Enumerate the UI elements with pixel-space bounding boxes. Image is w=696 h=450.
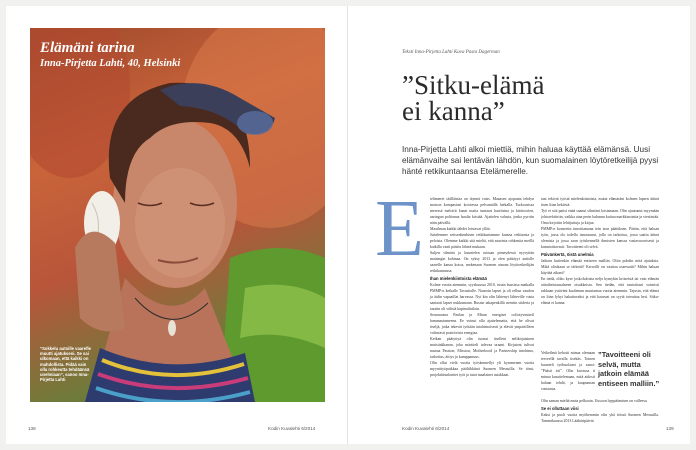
body-paragraph: Kaksi ja puoli vuotta myöhemmin olin yhä töissä Suomen Messuilla. Tammikuussa 2013 Lääkäripäivät: [541, 413, 659, 423]
body-paragraph: En tiedä, oliko kyse joskoluloista nelja kymykin kriiseistä tai vain elämän aittaiheistaasalneen otsakkeista. Sen tiedän, että tuntoittani voimisti rakkaan ystäväni kuoleman muutamaa vuotta aiemmin. Tajusin, että elämä on liian lyhyt hakattavaksi ja että kaavuat on syytä toteuttaa heti. Sitku-elämä ei kanna.: [541, 277, 659, 305]
body-paragraph: Maailman kaikki tähdet loistavat yllää.: [430, 227, 491, 231]
subheading: Ihan mielenkiintoista elämää: [430, 276, 487, 281]
article-headline: [402, 72, 662, 124]
magazine-spread: [6, 6, 690, 444]
drop-cap: E: [375, 185, 424, 273]
story-kicker: [40, 40, 180, 71]
right-page: [348, 6, 690, 444]
body-paragraph: Työ ei sitä paitsi enää saanut silmiäni loistamaan. Olin ajautunut myymään johtotehtäviin, vaikka aina perin halunnu kuitua markkinointia ja viestintää. Oma kirjoitin lehtijuttuja ja kirjaa.: [541, 209, 659, 225]
body-column-2-bottom: [541, 398, 659, 424]
body-paragraph: Suljen silmäni ja kuuntelen ruttuan pimeydessä nyyryitän maisingin kohinaa. On syksy 2013 ja olen päättyyt autiolle saarelle kanaa kotoa, mekenaan Suomen ainoan löytöretkeilijän retkikunnassa.: [430, 251, 534, 273]
left-footer: Kodin Kuvalehti 6/2014: [268, 426, 316, 431]
article-lead: Inna-Pirjetta Lahti alkoi miettiä, mihin haluaa käyttää elämänsä. Uusi elämänvaihe sai lentävän lähdön, kun suomalainen löytöretkeilijä pyysi hänté retkikuntaansa Etelämerelle.: [402, 145, 659, 176]
subheading: Päivänkertä, öistä unelmia: [541, 252, 594, 257]
body-column-1: [430, 196, 534, 378]
body-paragraph: telämeret täälläisiaa on täynnä vaiss. Maaasen ajopanta tehdyn matcon kompasiasi koiotessa pelvamällä hiekalla. Turkoosissa meressä meloitit kanat maita tuntarat harriisina ja kärtioorien, aaringon polttanaa huulia kristää. Ajattelen valasta, jonka pyrriin näin päivällä.: [430, 197, 534, 225]
body-column-2-lower: [541, 350, 595, 392]
right-footer: Kodin Kuvalehti 6/2014: [402, 426, 450, 431]
body-paragraph: Jatkoin kuitenkin elämää entiseen malliin. Oliin pohdin mitä ajatuksia. Mikä olisikaan se tärkeää? Kerroilli on vaattaa osaessatit? Mihin haluan käyttää aikani?: [541, 259, 659, 275]
body-paragraph: Keikan päätyttyä olin tuonut itselleni nelikirjaisinen muistiakkanan, joka märitteli tulevaa uraani. Kirjatoni tulivat nauraa Passion, Mission, Motherhood ja Partnership intohimo, tarkoitus, äitiys ja kumppanuus.: [430, 337, 534, 359]
kicker-name: Inna-Pirjetta Lahti, 40, Helsinki: [40, 58, 181, 69]
body-paragraph: taat tekivät työstä mielenkiintoista, mutta elämäräni kolmen lapsen äitinä itsen liian hektistä.: [541, 197, 659, 207]
pull-quote: ”Tavoitteeni oli selvä, mutta jatkoin elämää entiseen malliin.”: [598, 350, 660, 388]
kicker-title: Elämäni tarina: [40, 40, 135, 56]
byline-credit: Teksti Inna-Pirjetta Lahti Kuva Pasta Dagerman: [402, 50, 500, 55]
body-paragraph: Olin saman mieltä muta pelkoain. Uusoon hyppäämisen on valleesa.: [541, 399, 648, 403]
body-paragraph: PMMP:n konsertin innoittamana teín ison päätöksen. Päätin, että haluan työn, jossa olo todella innostunut, jolla on tarkoitus, jossa saatin äitinä olemista ja jossa saan työskennellä ihmisten kanssa vastavuoroisesti ja kunnioittavasti. Tavoitteeni oli selvä.: [541, 227, 659, 249]
body-paragraph: Seuraavana Paulan ja Miran energiset ooliotyvmiseil hammastumeena. Ee voinut olla ajattelematta, että he olivat itseljä, jotka tekevät työtään intohimoisesti ja elävät ympäriilleen valtavasti positiivista energiaa.: [430, 313, 534, 335]
body-paragraph: Olin ollut vielä vuotta työskennellyt yli kymmenen vuotta myyntityöpaikkaa pääliikkiinä Suomen Messuilla. Se tömi, projektitiunlontiet työt ja tutat maalainet asiakkaat.: [430, 361, 534, 377]
body-paragraph: Juttelemme seitsenhenkisen retkikuntamme kanssa retkiaasta ja peloista. Olemme kaikki sitä mieltä, että suurinta rohkeutta meillä kaikilla vaati päätös lähteä mukaan.: [430, 233, 534, 249]
portrait-photo: [30, 28, 325, 402]
photo-caption: ”Sokkelu autoille vaarefle muutti ajatukseni. Se sai ulkomaan, että kaikki on mahdollista. Pidäá vain olla rohkeutta tehdäänsä unelmiaan”, sanoo Inna-Pirjetta Lahti: [40, 346, 91, 383]
right-page-number: 139: [666, 426, 674, 431]
body-column-2: [541, 196, 659, 346]
headline-line-1: ”Sitku-elämä: [402, 70, 545, 100]
left-page-number: 138: [28, 426, 36, 431]
headline-line-2: ei kanna”: [402, 96, 505, 126]
subheading: Se ei olluttaan viisi: [541, 406, 579, 411]
body-paragraph: Kolme vuotta aiemmin, syyskuussa 2010, istuin bussissa matkalla PMMP:n keikalle Tavastialle. Nauroin lapset ja oli rellun vaudon ja äidin vapaaillat harvassa. Nyt kin olin lähtenyt lähteville vasta santaati lapset nukkumaan. Bussin takapenkillä aventin siideria ja tasaiin oli välisiä kapinailuiloin.: [430, 283, 534, 311]
left-page: [6, 6, 348, 444]
body-paragraph: Veikeilmä kehotti minua olemaan terveellä tavalla itsekäs. Toinen kuunteli työhuolaani ja sanoi: ”Päästi irti”. Olin kuvassa tt minua kasuttelemaan, mitä aidosti haluan tehdä, ja kaupunnan vastausta.: [541, 351, 595, 391]
